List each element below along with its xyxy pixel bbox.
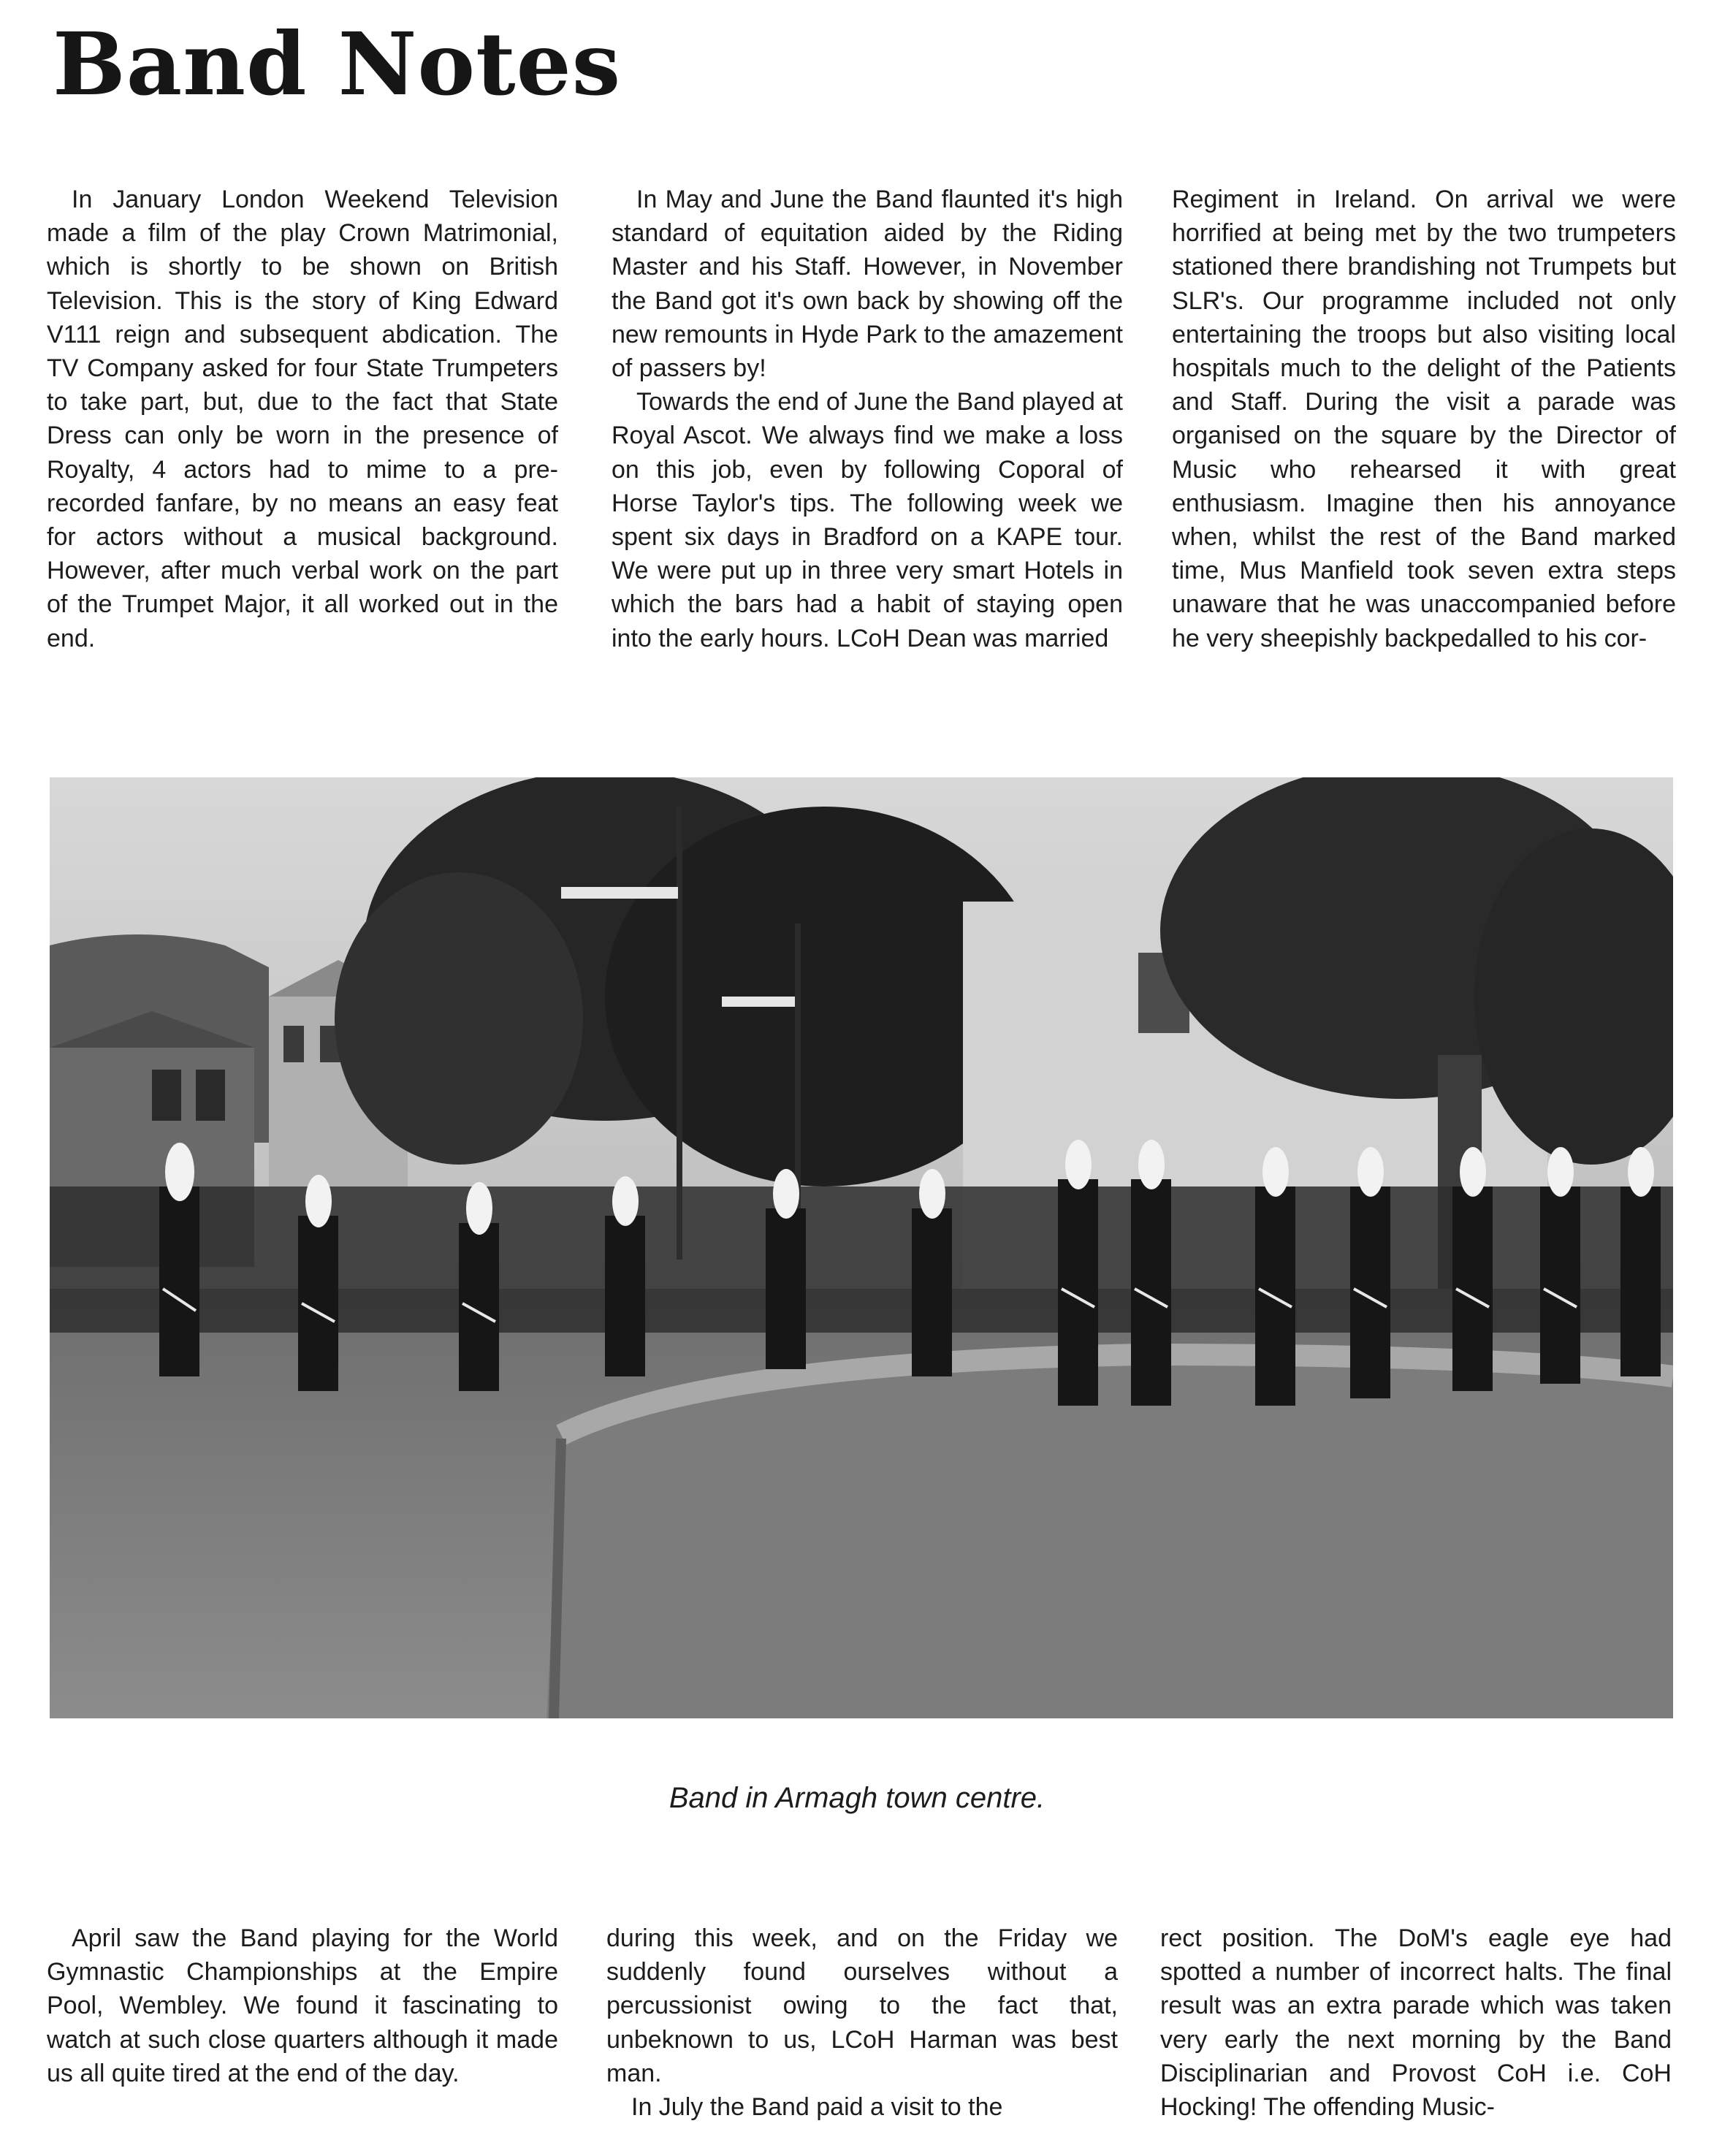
photo-band-parade-illustration bbox=[50, 777, 1673, 1718]
article-column-top-3 bbox=[1172, 183, 1676, 655]
article-column-top-1 bbox=[47, 183, 558, 655]
paragraph: In January London Weekend Television made a film of the play Crown Matrimonial, which is shortly to be shown on British Television. This is the story of King Edward V111 reign and subsequent abdication. The TV Company asked for four State Trumpeters to take part, but, due to the fact that State Dress can only be worn in the presence of Royalty, 4 actors had to mime to a pre-recorded fanfare, by no means an easy feat for actors without a musical background. However, after much verbal work on the part of the Trumpet Major, it all worked out in the end. bbox=[47, 186, 558, 652]
paragraph: April saw the Band playing for the World Gymnastic Championships at the Empire Pool, Wembley. We found it fascinating to watch at such close quarters although it made us all quite tired at the end of the day. bbox=[47, 1924, 558, 2087]
paragraph: Towards the end of June the Band played at Royal Ascot. We always find we make a loss on this job, even by following Coporal of Horse Taylor's tips. The following week we spent six days in Bradford on a KAPE tour. We were put up in three very smart Hotels in which the bars had a habit of staying open into the early hours. LCoH Dean was married bbox=[612, 388, 1123, 652]
band-parade-photo bbox=[50, 777, 1673, 1718]
article-column-bottom-3 bbox=[1160, 1921, 1672, 2124]
paragraph: rect position. The DoM's eagle eye had spotted a number of incorrect halts. The final result was an extra parade which was taken very early the next morning by the Band Disciplinarian and Provost CoH i.e. CoH Hocking! The offending Music- bbox=[1160, 1924, 1672, 2122]
article-column-bottom-1 bbox=[47, 1921, 558, 2090]
paragraph: In July the Band paid a visit to the bbox=[631, 2093, 1003, 2122]
paragraph: during this week, and on the Friday we suddenly found ourselves without a percussionist owing to the fact that, unbeknown to us, LCoH Harman was best man. bbox=[606, 1924, 1118, 2087]
page-title: Band Notes bbox=[53, 13, 622, 115]
photo-caption: Band in Armagh town centre. bbox=[669, 1782, 1045, 1814]
paragraph: In May and June the Band flaunted it's high standard of equitation aided by the Riding Master and his Staff. However, in November the Band got it's own back by showing off the new remounts in Hyde Park to the amazement of passers by! bbox=[612, 186, 1123, 383]
article-column-bottom-2 bbox=[606, 1921, 1118, 2124]
paragraph: Regiment in Ireland. On arrival we were horrified at being met by the two trumpeters stationed there brandishing not Trumpets but SLR's. Our programme included not only entertaining the troops but also visiting local hospitals much to the delight of the Patients and Staff. During the visit a parade was organised on the square by the Director of Music who rehearsed it with great enthusiasm. Imagine then his annoyance when, whilst the rest of the Band marked time, Mus Manfield took seven extra steps unaware that he was unaccompanied before he very sheepishly backpedalled to his cor- bbox=[1172, 186, 1676, 652]
article-column-top-2 bbox=[612, 183, 1123, 655]
